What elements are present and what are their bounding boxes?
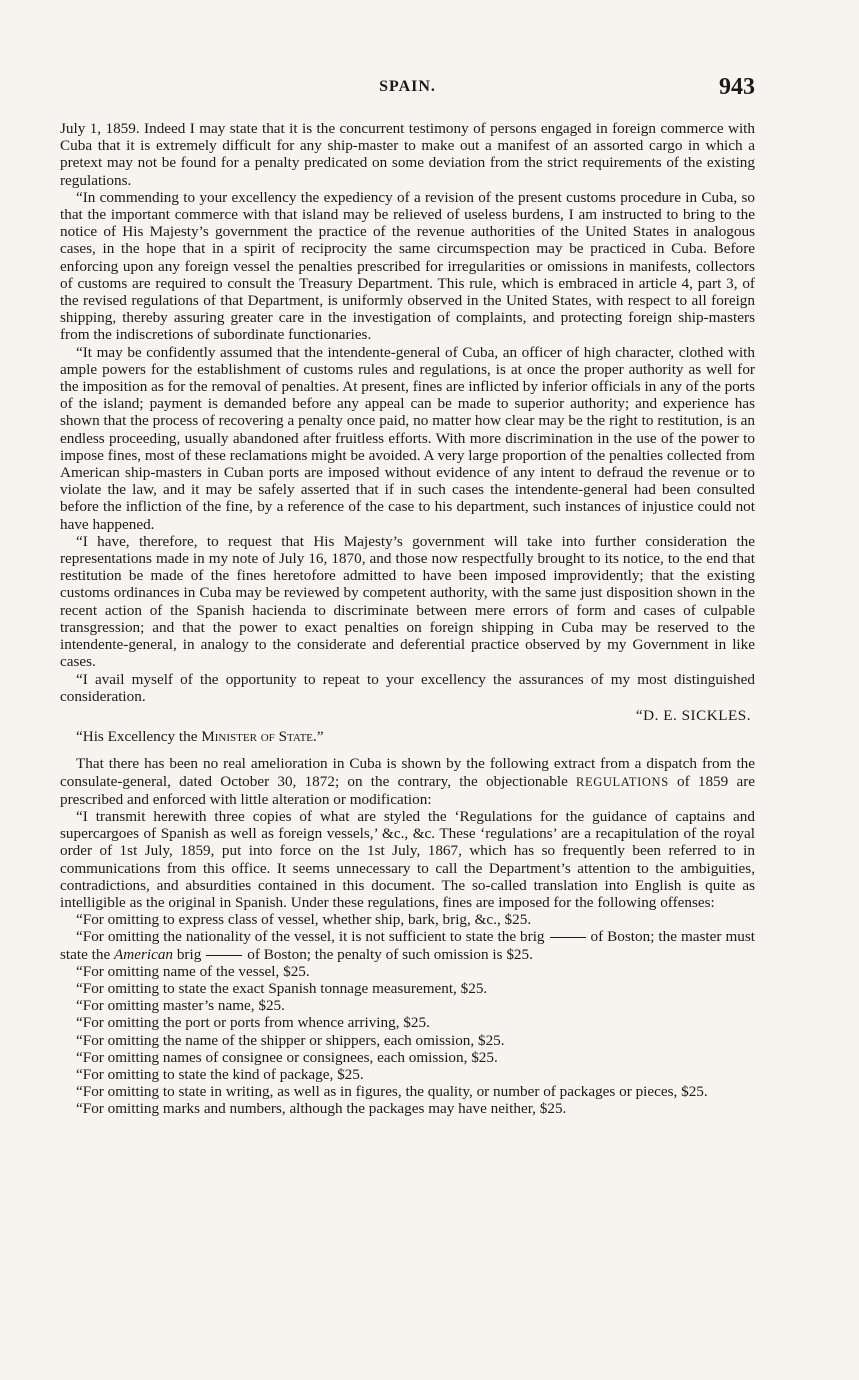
addressee-text: “His Excellency the — [76, 728, 202, 746]
offense-item: “For omitting marks and numbers, although the packages may have neither, $25. — [76, 1100, 567, 1118]
offense-item: “For omitting to state the exact Spanish tonnage measurement, $25. — [76, 979, 488, 997]
offense-text: brig — [173, 945, 202, 963]
paragraph: “It may be confidently assumed that the intendente-general of Cuba, an officer of high character, clothed with ample powers for the establishment of customs rules and regulations, is at once the proper authority as well for the imposition as for the removal of penalties. At present, fines are inflicted by inferior officials in any of the ports of the island; payment is demanded before any appeal can be made to superior authority; and experience has shown that the process of recovering a penalty once paid, no matter how clear may be the right to restitution, is an endless proceeding, usually abandoned after fruitless efforts. With more discrimination in the use of the power to impose fines, most of these reclamations might be avoided. A very large proportion of the penalties collected from American ship-masters in Cuban ports are imposed without evidence of any intent to defraud the revenue or to violate the law, and it may be safely asserted that if in such cases the intendente-general had been consulted before the infliction of the fine, by a reference of the case to his department, such instances of injustice could not have happened. — [60, 343, 755, 533]
offense-text: of Boston; the penalty of such omission is $25. — [247, 945, 533, 963]
offense-item: “For omitting name of the vessel, $25. — [76, 962, 310, 980]
page-number: 943 — [719, 74, 755, 100]
addressee-title: Minister of State — [201, 728, 314, 746]
regulations-term: REGULATIONS — [576, 774, 669, 789]
paragraph — [60, 755, 755, 808]
offense-item: “For omitting to express class of vessel, whether ship, bark, brig, &c., $25. — [76, 911, 532, 929]
addressee — [60, 728, 755, 745]
offense-item — [60, 928, 755, 962]
offense-text: “For omitting the nationality of the vessel, it is not sufficient to state the brig — [76, 928, 545, 946]
paragraph: July 1, 1859. Indeed I may state that it is the concurrent testimony of persons engaged in foreign commerce with Cuba that it is extremely difficult for any ship-master to make out a manifest of an assorted cargo in which a pretext may not be found for a penalty predicated on some deviation from the strict requirements of the existing regulations. — [60, 120, 755, 189]
offense-item: “For omitting the name of the shipper or shippers, each omission, $25. — [76, 1031, 505, 1049]
running-head: SPAIN. — [379, 78, 436, 95]
paragraph: “I transmit herewith three copies of what are styled the ‘Regulations for the guidance of captains and supercargoes of Spanish as well as foreign vessels,’ &c., &c. These ‘regulations’ are a recapitulation of the royal order of 1st July, 1859, put into force on the 1st July, 1867, which has so frequently been referred to in communications from this office. It seems unnecessary to call the Department’s attention to the ambiguities, contradictions, and absurdities contained in this document. The so-called translation into English is quite as intelligible as the original in Spanish. Under these regulations, fines are imposed for the following offenses: — [60, 807, 755, 911]
blank-line — [206, 955, 242, 956]
emphasis: American — [113, 945, 174, 963]
blank-line — [550, 937, 586, 938]
paragraph: “I have, therefore, to request that His Majesty’s government will take into further consideration the representations made in my note of July 16, 1870, and those now respectfully brought to its notice, to the end that restitution be made of the fines heretofore admitted to have been imposed improvidently; that the existing customs ordinances in Cuba may be reviewed by competent authority, with the same just disposition shown in the recent action of the Spanish hacienda to discriminate between mere errors of form and cases of culpable transgression; and that the power to exact penalties on foreign shipping in Cuba may be reserved to the intendente-general, in analogy to the considerate and deferential practice observed by my Government in like cases. — [60, 532, 755, 671]
page-header — [60, 74, 755, 104]
addressee-end: .” — [313, 728, 324, 746]
body-text — [60, 120, 755, 1118]
offense-item: “For omitting master’s name, $25. — [76, 997, 285, 1015]
paragraph: “In commending to your excellency the expediency of a revision of the present customs procedure in Cuba, so that the important commerce with that island may be relieved of useless burdens, I am instructed to bring to the notice of His Majesty’s government the practice of the revenue authorities of the United States in analogous cases, in the hope that in a spirit of reciprocity the same circumspection may be practiced in Cuba. Before enforcing upon any foreign vessel the penalties prescribed for irregularities or omissions in manifests, collectors of customs are required to consult the Treasury Department. This rule, which is embraced in article 4, part 3, of the revised regulations of that Department, is uniformly observed in the United States, with respect to all foreign shipping, thereby assuring greater care in the investigation of complaints, and protecting foreign ship-masters from the indiscretions of subordinate functionaries. — [60, 188, 755, 344]
paragraph-text: That there has been no real amelioration in Cuba is shown by the following extract from a dispatch from the consulate-general, dated October 30, 1872; on the contrary, the objectionable — [60, 755, 755, 790]
paragraph: “I avail myself of the opportunity to repeat to your excellency the assurances of my most distinguished consideration. — [60, 670, 755, 705]
offense-item: “For omitting to state in writing, as well as in figures, the quality, or number of packages or pieces, $25. — [76, 1083, 708, 1101]
offense-item: “For omitting the port or ports from whence arriving, $25. — [76, 1014, 430, 1032]
offense-item: “For omitting names of consignee or consignees, each omission, $25. — [76, 1048, 498, 1066]
signature: “D. E. SICKLES. — [635, 706, 751, 724]
offense-text: of Boston; the master must state the — [60, 928, 755, 963]
offense-item: “For omitting to state the kind of package, $25. — [76, 1065, 364, 1083]
paragraph-text: of 1859 are prescribed and enforced with little alteration or modification: — [60, 772, 755, 808]
